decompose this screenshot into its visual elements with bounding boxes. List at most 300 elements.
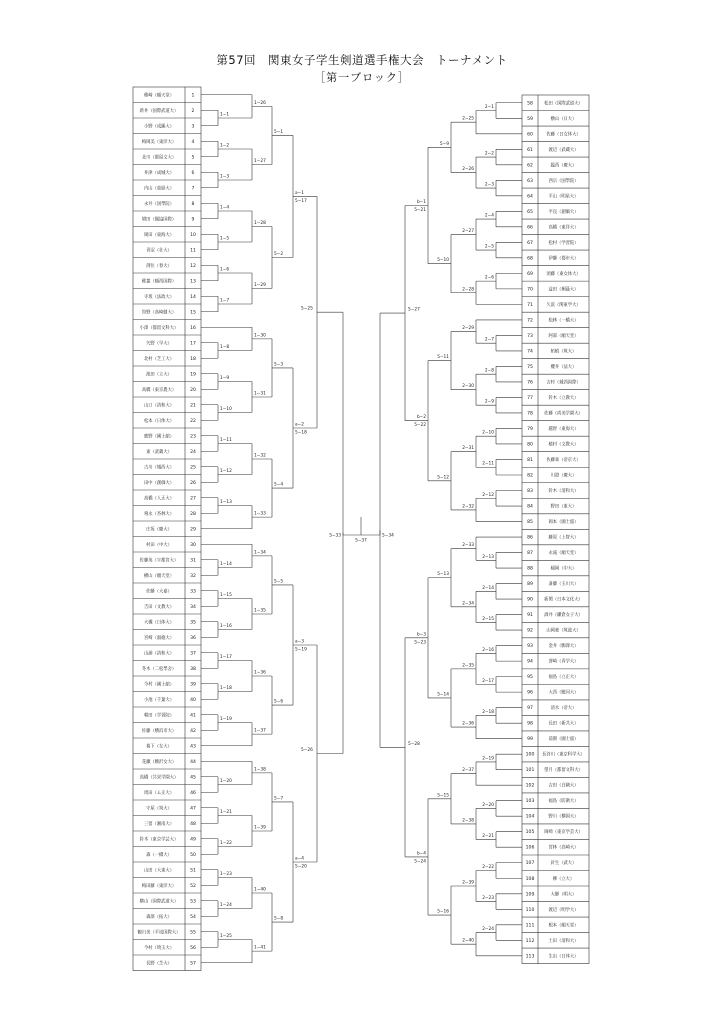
player-name: 宮崎（淑徳大） xyxy=(143,635,175,641)
player-name: 高橋（東京農大） xyxy=(141,387,177,393)
player-number: 32 xyxy=(190,573,196,579)
match-label: 5−4 xyxy=(274,482,284,488)
player-name: 伊藤（都市大） xyxy=(548,256,579,262)
player-number: 68 xyxy=(527,256,533,262)
player-name: 野田（東大） xyxy=(550,504,577,510)
player-name: 横山（日大） xyxy=(550,116,577,122)
match-label: 1−32 xyxy=(254,453,266,459)
match-label: 2−2 xyxy=(484,151,494,157)
player-number: 17 xyxy=(190,341,196,347)
match-label: 5−27 xyxy=(408,307,420,313)
player-name: 平良（創価大） xyxy=(548,209,579,215)
player-number: 91 xyxy=(527,613,533,619)
player-name: 清水（帝大） xyxy=(550,706,577,712)
player-number: 66 xyxy=(527,225,533,231)
player-number: 112 xyxy=(525,938,535,944)
player-name: 稲岡（中大） xyxy=(550,566,577,572)
player-number: 9 xyxy=(191,217,195,223)
player-name: 今村（國士舘） xyxy=(143,682,175,688)
match-label: 1−7 xyxy=(220,298,230,304)
player-name: 佐藤（大嘉） xyxy=(146,589,172,595)
player-number: 62 xyxy=(527,163,533,169)
match-label: 5−2 xyxy=(274,252,284,257)
player-name: 松本（日体大） xyxy=(143,418,175,424)
player-name: 梅岡美（東洋大） xyxy=(141,139,177,145)
match-label: 1−15 xyxy=(220,593,232,598)
match-label: b−4 xyxy=(416,851,426,857)
match-label: 1−3 xyxy=(220,174,230,180)
match-label: b−3 xyxy=(416,632,426,638)
match-label: 1−16 xyxy=(220,624,232,629)
player-name: 佐藤栞（帝京大） xyxy=(546,457,581,463)
player-number: 23 xyxy=(190,434,196,440)
match-label: 1−28 xyxy=(254,221,266,226)
player-number: 42 xyxy=(190,728,196,734)
match-label: 2−25 xyxy=(462,116,474,122)
match-label: 2−20 xyxy=(482,802,494,808)
player-number: 80 xyxy=(527,442,533,448)
player-name: 吉田（文教大） xyxy=(143,604,175,610)
match-label: 5−21 xyxy=(414,208,426,214)
match-label: 2−32 xyxy=(462,504,474,510)
player-number: 37 xyxy=(190,651,196,657)
player-number: 97 xyxy=(527,706,533,712)
match-label: 2−27 xyxy=(462,229,474,235)
player-number: 110 xyxy=(525,907,535,913)
match-label: 1−37 xyxy=(254,728,266,734)
match-label: 1−39 xyxy=(254,825,266,831)
player-name: 澤崎（青学大） xyxy=(548,659,579,665)
player-name: 稚崎（順天堂） xyxy=(143,93,175,99)
player-number: 27 xyxy=(190,496,196,502)
player-number: 58 xyxy=(527,101,533,107)
player-name: 狩野（高崎健大） xyxy=(141,310,177,316)
match-label: 2−15 xyxy=(482,616,494,622)
player-name: 長野（芝大） xyxy=(146,961,172,967)
match-label: 1−10 xyxy=(220,407,232,412)
player-number: 56 xyxy=(190,945,196,951)
match-label: 1−31 xyxy=(254,391,266,397)
match-label: 2−40 xyxy=(462,938,474,944)
player-name: 永井（国學院） xyxy=(143,201,175,207)
match-label: 2−29 xyxy=(462,326,474,332)
player-name: 鈴木（立教大） xyxy=(548,395,579,401)
player-number: 5 xyxy=(191,155,195,161)
match-label: 5−9 xyxy=(439,141,449,147)
player-name: 村田（中大） xyxy=(146,542,172,548)
match-label: 1−30 xyxy=(254,333,266,339)
player-number: 33 xyxy=(190,589,196,595)
player-number: 36 xyxy=(190,635,196,641)
player-number: 105 xyxy=(525,830,535,836)
player-name: 田中（創価大） xyxy=(143,480,175,486)
match-label: 5−13 xyxy=(437,572,449,578)
player-number: 12 xyxy=(190,263,196,269)
player-name: 飛永（杏林大） xyxy=(143,511,175,517)
player-number: 108 xyxy=(525,876,535,882)
match-label: 1−29 xyxy=(254,283,266,288)
match-label: 1−18 xyxy=(220,686,232,691)
player-number: 84 xyxy=(527,504,533,510)
player-number: 20 xyxy=(190,387,196,393)
player-name: 柘植（筑大） xyxy=(550,349,577,355)
player-name: 寺坂（法政大） xyxy=(143,294,175,300)
match-label: a−3 xyxy=(295,639,304,645)
player-name: 三留（湘南大） xyxy=(143,821,175,827)
player-name: 小池（千葉大） xyxy=(143,697,175,703)
player-name: 小澤（都留文科大） xyxy=(139,325,179,331)
match-label: 2−16 xyxy=(482,647,494,653)
match-label: 1−40 xyxy=(254,887,266,893)
player-name: 阿部（順天堂） xyxy=(548,333,579,339)
player-name: 山田（大東大） xyxy=(143,868,175,874)
player-number: 76 xyxy=(527,380,533,386)
match-label: 2−4 xyxy=(484,213,494,219)
player-number: 104 xyxy=(525,814,535,820)
player-name: 鈴木（東京学芸大） xyxy=(139,837,179,843)
player-name: 根本（順天堂） xyxy=(548,923,579,929)
match-label: 5−6 xyxy=(274,699,284,705)
player-number: 21 xyxy=(190,403,196,409)
player-number: 63 xyxy=(527,178,533,184)
player-name: 佐藤英（宇都宮大） xyxy=(139,558,179,564)
match-label: 5−7 xyxy=(274,796,284,802)
player-name: 古川（城西大） xyxy=(143,465,175,471)
player-number: 89 xyxy=(527,582,533,588)
player-number: 46 xyxy=(190,790,196,796)
player-name: 梅田藤（東洋大） xyxy=(141,883,177,889)
player-name: 福島（立正大） xyxy=(548,675,579,681)
match-label: b−1 xyxy=(416,200,426,206)
player-name: 庄坂（慶大） xyxy=(146,527,172,533)
match-label: 5−5 xyxy=(274,579,284,585)
player-number: 15 xyxy=(190,310,196,316)
match-label: 1−14 xyxy=(220,562,232,567)
player-name: 内山（東経大） xyxy=(143,186,175,192)
player-name: 前園（國士舘） xyxy=(548,737,579,743)
player-name: 北村（芝工大） xyxy=(143,356,175,362)
final-match-label: 5−37 xyxy=(355,538,367,544)
match-label: 5−34 xyxy=(382,533,394,539)
player-number: 111 xyxy=(525,923,535,929)
player-number: 14 xyxy=(190,294,196,300)
player-name: 大槻（日体大） xyxy=(143,620,175,626)
player-name: 櫻井（法大） xyxy=(550,364,577,370)
match-label: 2−39 xyxy=(462,880,474,886)
player-number: 82 xyxy=(527,473,533,479)
match-label: 5−14 xyxy=(437,692,449,698)
player-number: 1 xyxy=(191,93,195,99)
player-number: 88 xyxy=(527,566,533,572)
player-name: 越智（東海大） xyxy=(548,426,579,432)
player-name: 今村（埼玉大） xyxy=(143,945,175,951)
player-name: 横山（順天堂） xyxy=(143,573,175,579)
player-number: 47 xyxy=(190,806,196,812)
player-number: 50 xyxy=(190,852,196,858)
match-label: 1−21 xyxy=(220,810,232,815)
player-name: 渡辺（明学大） xyxy=(548,907,579,913)
player-name: 高橋（共栄学園大） xyxy=(139,775,179,781)
match-label: 2−14 xyxy=(482,585,494,591)
player-name: 大御（明大） xyxy=(550,892,577,898)
match-label: 2−11 xyxy=(482,461,494,467)
player-number: 70 xyxy=(527,287,533,293)
match-label: 5−8 xyxy=(274,916,284,922)
match-label: 2−5 xyxy=(484,244,494,250)
player-number: 99 xyxy=(527,737,533,743)
player-name: 増田（獨協国際） xyxy=(141,217,177,223)
player-name: 藤原（上智大） xyxy=(548,535,579,541)
match-label: 5−16 xyxy=(437,909,449,915)
match-label: 2−7 xyxy=(484,337,494,343)
match-label: 5−15 xyxy=(437,793,449,799)
player-name: 岡本（國士舘） xyxy=(548,520,579,526)
player-name: 吉村（城西国際） xyxy=(546,380,581,386)
match-label: 2−9 xyxy=(484,399,494,405)
player-number: 73 xyxy=(527,333,533,339)
match-label: 5−12 xyxy=(437,475,449,481)
player-name: 松村（学習院） xyxy=(548,240,579,246)
match-label: 1−24 xyxy=(220,903,232,908)
match-label: 2−18 xyxy=(482,709,494,715)
player-name: 宮林（高崎大） xyxy=(548,845,579,851)
player-name: 佐藤（日女体大） xyxy=(546,132,581,138)
player-number: 29 xyxy=(190,527,196,533)
player-name: 川澄（慶大） xyxy=(550,473,577,479)
match-label: 1−9 xyxy=(220,376,230,381)
player-number: 34 xyxy=(190,604,196,610)
player-number: 57 xyxy=(190,961,196,967)
player-name: 望月（都留文科大） xyxy=(544,768,583,774)
player-number: 98 xyxy=(527,721,533,727)
player-number: 85 xyxy=(527,520,533,526)
player-number: 96 xyxy=(527,690,533,696)
player-name: 生出（日体大） xyxy=(548,954,579,960)
player-number: 90 xyxy=(527,597,533,603)
match-label: 1−22 xyxy=(220,841,232,846)
player-number: 102 xyxy=(525,783,535,789)
player-number: 51 xyxy=(190,868,196,874)
player-number: 8 xyxy=(191,201,195,207)
player-number: 81 xyxy=(527,457,533,463)
match-label: 2−19 xyxy=(482,756,494,762)
player-name: 松田（国際武道大） xyxy=(544,101,583,107)
player-name: 益田（桐蔭大） xyxy=(548,287,579,293)
player-name: 須藤（東女体大） xyxy=(546,271,581,277)
player-name: 矢野（早大） xyxy=(146,341,172,347)
player-number: 40 xyxy=(190,697,196,703)
match-label: 2−23 xyxy=(482,896,494,902)
player-name: 鈴木（清和大） xyxy=(548,489,579,495)
player-number: 48 xyxy=(190,821,196,827)
player-name: 池田（立大） xyxy=(146,372,172,378)
match-label: 1−33 xyxy=(254,511,266,517)
player-name: 守屋（筑大） xyxy=(146,806,172,812)
match-label: 2−38 xyxy=(462,818,474,824)
player-number: 6 xyxy=(191,170,195,176)
player-number: 54 xyxy=(190,914,196,920)
player-number: 28 xyxy=(190,511,196,517)
match-label: 2−24 xyxy=(482,927,494,933)
match-label: 1−2 xyxy=(220,143,230,149)
match-label: 5−20 xyxy=(295,864,307,870)
player-number: 22 xyxy=(190,418,196,424)
player-number: 26 xyxy=(190,480,196,486)
player-number: 83 xyxy=(527,489,533,495)
player-number: 10 xyxy=(190,232,196,238)
player-name: 針生（武大） xyxy=(550,861,577,867)
player-name: 井津（成城大） xyxy=(143,170,175,176)
player-number: 65 xyxy=(527,209,533,215)
player-name: 吉田（白鷗大） xyxy=(548,783,579,789)
player-number: 92 xyxy=(527,628,533,634)
page-title: 第57回 関東女子学生剣道選手権大会 トーナメント xyxy=(216,53,508,67)
player-name: 高橋（人正大） xyxy=(143,496,175,502)
player-name: 佐藤（尚美学園大） xyxy=(544,411,583,417)
match-label: 1−4 xyxy=(220,205,230,211)
player-name: 鹿野（國士舘） xyxy=(143,434,175,440)
player-name: 横山（国際武道大） xyxy=(139,899,179,905)
match-label: 5−23 xyxy=(414,640,426,646)
match-label: 5−22 xyxy=(414,423,426,429)
player-number: 107 xyxy=(525,861,535,867)
player-name: 斎藤（玉川大） xyxy=(548,582,579,588)
player-name: 山口（清和大） xyxy=(143,403,175,409)
player-name: 朝田（学習院） xyxy=(143,713,175,719)
match-label: 2−3 xyxy=(484,182,494,188)
player-number: 49 xyxy=(190,837,196,843)
player-number: 7 xyxy=(191,186,195,192)
player-name: 土田（清和大） xyxy=(548,938,579,944)
player-name: 高橋（東洋大） xyxy=(548,225,579,231)
player-number: 106 xyxy=(525,845,535,851)
match-label: b−2 xyxy=(416,415,426,421)
player-number: 113 xyxy=(525,954,535,960)
player-number: 41 xyxy=(190,713,196,719)
match-label: 1−8 xyxy=(220,345,230,350)
match-label: 5−19 xyxy=(295,647,307,653)
player-name: 永滝（順天堂） xyxy=(548,551,579,557)
player-number: 24 xyxy=(190,449,196,455)
player-number: 101 xyxy=(525,768,535,774)
match-label: 1−13 xyxy=(220,500,232,505)
player-number: 75 xyxy=(527,364,533,370)
player-number: 87 xyxy=(527,551,533,557)
player-name: 山岡豪（筑波大） xyxy=(546,628,581,634)
match-label: 2−35 xyxy=(462,663,474,669)
match-label: 5−3 xyxy=(274,362,284,368)
match-label: 2−31 xyxy=(462,446,474,452)
match-label: 1−19 xyxy=(220,717,232,722)
player-name: 野川（横国大） xyxy=(548,814,579,820)
player-name: 鶴川美（平成国際大） xyxy=(137,930,181,936)
player-number: 31 xyxy=(190,558,196,564)
match-label: 1−36 xyxy=(254,670,266,676)
match-label: 5−33 xyxy=(329,533,341,539)
match-label: 1−12 xyxy=(220,469,232,474)
player-number: 44 xyxy=(190,759,196,765)
match-label: 1−1 xyxy=(220,112,230,118)
player-name: 葛下（女大） xyxy=(146,744,172,750)
match-label: 2−21 xyxy=(482,833,494,839)
player-number: 67 xyxy=(527,240,533,246)
match-label: 1−26 xyxy=(254,100,266,106)
match-label: 2−6 xyxy=(484,275,494,281)
match-label: 2−28 xyxy=(462,287,474,293)
player-number: 59 xyxy=(527,116,533,122)
player-name: 新井（国際武道大） xyxy=(139,108,179,114)
player-name: 長谷川（東京科学大） xyxy=(542,752,585,758)
match-label: 1−35 xyxy=(254,608,266,614)
match-label: 5−17 xyxy=(295,198,307,204)
match-label: 1−23 xyxy=(220,872,232,877)
match-label: 1−25 xyxy=(220,934,232,939)
player-name: 小野（成蹊大） xyxy=(143,124,175,130)
player-number: 13 xyxy=(190,279,196,285)
match-label: 1−34 xyxy=(254,550,266,556)
player-number: 16 xyxy=(190,325,196,331)
match-label: 2−30 xyxy=(462,384,474,390)
player-name: 冬木（二松學舍） xyxy=(141,666,177,672)
player-name: 平山（明星大） xyxy=(548,194,579,200)
player-number: 19 xyxy=(190,372,196,378)
player-name: 青沼（壮大） xyxy=(146,248,172,254)
player-number: 72 xyxy=(527,318,533,324)
match-label: 2−1 xyxy=(484,105,494,111)
match-label: 5−18 xyxy=(295,430,307,436)
match-label: 5−25 xyxy=(301,306,313,312)
match-label: 2−37 xyxy=(462,768,474,774)
match-label: 2−17 xyxy=(482,678,494,684)
match-label: 1−5 xyxy=(220,236,230,242)
player-number: 2 xyxy=(191,108,195,114)
player-name: 福島（防衛大） xyxy=(548,799,579,805)
player-number: 4 xyxy=(191,139,195,145)
player-number: 64 xyxy=(527,194,533,200)
player-name: 東（武蔵大） xyxy=(146,449,172,455)
player-number: 30 xyxy=(190,542,196,548)
player-number: 38 xyxy=(190,666,196,672)
player-number: 35 xyxy=(190,620,196,626)
player-number: 55 xyxy=(190,930,196,936)
player-number: 93 xyxy=(527,644,533,650)
match-label: 5−10 xyxy=(437,258,449,264)
player-number: 95 xyxy=(527,675,533,681)
player-name: 北川（都留文大） xyxy=(141,155,177,161)
player-name: 久富（関東学大） xyxy=(546,302,581,308)
match-label: 5−28 xyxy=(408,741,420,747)
match-label: 2−13 xyxy=(482,554,494,560)
match-label: 5−26 xyxy=(301,748,313,753)
match-label: 2−36 xyxy=(462,721,474,727)
player-number: 53 xyxy=(190,899,196,905)
match-label: 5−11 xyxy=(437,355,449,361)
match-label: 2−34 xyxy=(462,601,474,607)
player-number: 100 xyxy=(525,752,535,758)
player-number: 77 xyxy=(527,395,533,401)
player-name: 岡崎（東京学芸大） xyxy=(544,830,583,836)
player-number: 52 xyxy=(190,883,196,889)
match-label: 2−33 xyxy=(462,543,474,549)
player-name: 森澤（拓大） xyxy=(146,914,172,920)
player-number: 71 xyxy=(527,302,533,308)
player-name: 周田（ム正大） xyxy=(143,790,175,796)
player-number: 94 xyxy=(527,659,533,665)
player-number: 3 xyxy=(191,124,195,130)
match-label: 1−11 xyxy=(220,438,232,443)
player-number: 39 xyxy=(190,682,196,688)
match-label: 1−20 xyxy=(220,779,232,784)
